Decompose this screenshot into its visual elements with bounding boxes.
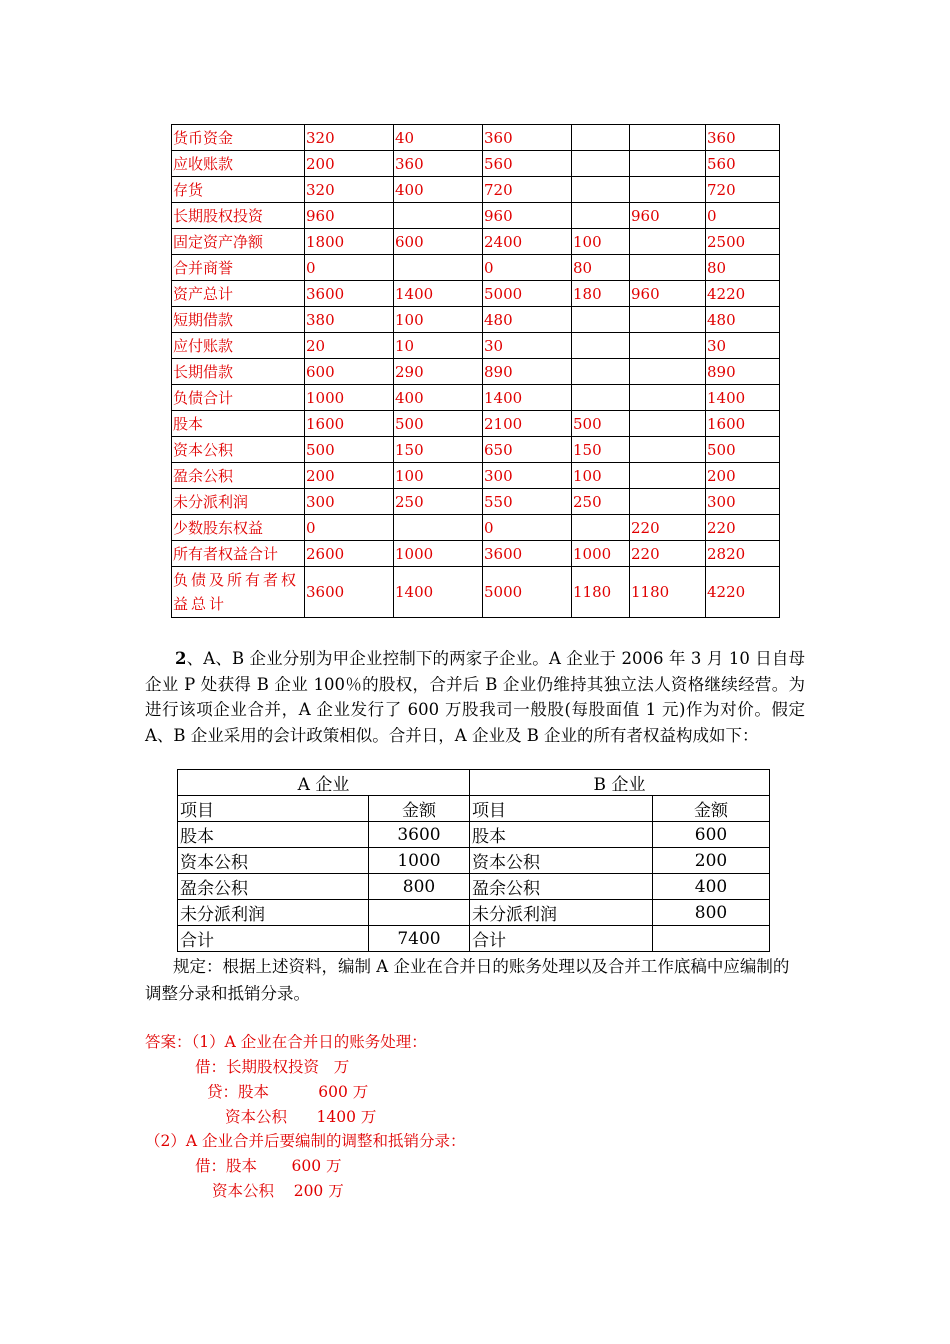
cell-c5	[630, 229, 706, 255]
cell-c6: 200	[706, 463, 780, 489]
cell-c2: 10	[394, 333, 483, 359]
cell-c2: 1400	[394, 567, 483, 618]
table-row	[172, 437, 780, 463]
cell-c6: 720	[706, 177, 780, 203]
cell-c6: 220	[706, 515, 780, 541]
table-row	[172, 151, 780, 177]
table-row	[178, 874, 770, 900]
cell-b-item: 盈余公积	[470, 874, 653, 900]
cell-c5	[630, 359, 706, 385]
answer-line-6: 借：股本 600 万	[195, 1157, 342, 1175]
cell-c2	[394, 515, 483, 541]
cell-c2: 360	[394, 151, 483, 177]
row-label: 负债及所有者权益总计	[172, 567, 305, 618]
cell-c4	[572, 359, 630, 385]
row-label: 长期借款	[172, 359, 305, 385]
cell-c2: 100	[394, 463, 483, 489]
cell-c3: 480	[483, 307, 572, 333]
table-row-total	[172, 567, 780, 618]
row-label: 盈余公积	[172, 463, 305, 489]
cell-c5	[630, 151, 706, 177]
row-label: 短期借款	[172, 307, 305, 333]
table-row	[172, 411, 780, 437]
row-label: 合并商誉	[172, 255, 305, 281]
cell-c5	[630, 125, 706, 151]
cell-c4: 80	[572, 255, 630, 281]
cell-c1: 200	[305, 151, 394, 177]
cell-a-item: 未分派利润	[178, 900, 369, 926]
col-item-a: 项目	[178, 796, 369, 822]
cell-c3: 5000	[483, 281, 572, 307]
cell-c3: 0	[483, 255, 572, 281]
cell-b-amt: 200	[653, 848, 770, 874]
table-row	[172, 307, 780, 333]
answer-line-5: （2）A 企业合并后要编制的调整和抵销分录：	[145, 1132, 466, 1150]
cell-c2: 1000	[394, 541, 483, 567]
cell-c1: 500	[305, 437, 394, 463]
cell-c6: 30	[706, 333, 780, 359]
table-row	[178, 900, 770, 926]
table-subheader-row	[178, 796, 770, 822]
table-row	[172, 125, 780, 151]
cell-c1: 1600	[305, 411, 394, 437]
row-label: 所有者权益合计	[172, 541, 305, 567]
cell-c4	[572, 203, 630, 229]
table-row	[172, 255, 780, 281]
table-row	[172, 281, 780, 307]
cell-a-amt: 1000	[369, 848, 470, 874]
table-row	[172, 515, 780, 541]
table-row	[178, 848, 770, 874]
cell-c3: 720	[483, 177, 572, 203]
cell-c6: 2820	[706, 541, 780, 567]
cell-c1: 320	[305, 177, 394, 203]
cell-a-amt: 7400	[369, 926, 470, 952]
cell-c2	[394, 255, 483, 281]
table-row	[172, 541, 780, 567]
cell-c1: 320	[305, 125, 394, 151]
cell-c1: 1000	[305, 385, 394, 411]
cell-c4: 100	[572, 229, 630, 255]
cell-c5	[630, 177, 706, 203]
cell-a-amt: 3600	[369, 822, 470, 848]
table-row	[172, 229, 780, 255]
row-label: 应收账款	[172, 151, 305, 177]
cell-b-amt: 600	[653, 822, 770, 848]
cell-c6: 300	[706, 489, 780, 515]
cell-c5: 960	[630, 203, 706, 229]
cell-c2: 100	[394, 307, 483, 333]
cell-c3: 300	[483, 463, 572, 489]
table-row	[178, 926, 770, 952]
cell-c3: 2400	[483, 229, 572, 255]
cell-c5	[630, 333, 706, 359]
cell-c3: 550	[483, 489, 572, 515]
cell-c4	[572, 307, 630, 333]
cell-c4: 500	[572, 411, 630, 437]
cell-a-amt: 800	[369, 874, 470, 900]
table-row	[172, 359, 780, 385]
header-company-a: A 企业	[178, 770, 470, 796]
cell-c1: 380	[305, 307, 394, 333]
row-label: 固定资产净额	[172, 229, 305, 255]
row-label: 股本	[172, 411, 305, 437]
cell-c2: 600	[394, 229, 483, 255]
cell-a-item: 资本公积	[178, 848, 369, 874]
cell-c3: 360	[483, 125, 572, 151]
cell-b-item: 资本公积	[470, 848, 653, 874]
cell-b-item: 股本	[470, 822, 653, 848]
cell-c2: 400	[394, 385, 483, 411]
cell-c1: 600	[305, 359, 394, 385]
cell-b-item: 合计	[470, 926, 653, 952]
requirement-text: 规定：根据上述资料，编制 A 企业在合并日的账务处理以及合并工作底稿中应编制的调整分录和抵销分录。	[145, 957, 790, 1003]
answer-line-2: 借：长期股权投资 万	[195, 1058, 350, 1076]
cell-c3: 0	[483, 515, 572, 541]
cell-c4: 250	[572, 489, 630, 515]
cell-c5	[630, 437, 706, 463]
row-label: 存货	[172, 177, 305, 203]
cell-c2: 400	[394, 177, 483, 203]
cell-c6: 360	[706, 125, 780, 151]
table-row	[172, 385, 780, 411]
cell-c3: 650	[483, 437, 572, 463]
cell-c6: 1600	[706, 411, 780, 437]
cell-c4	[572, 125, 630, 151]
cell-c2: 250	[394, 489, 483, 515]
row-label: 应付账款	[172, 333, 305, 359]
cell-c2: 500	[394, 411, 483, 437]
cell-c5	[630, 489, 706, 515]
table-row	[172, 203, 780, 229]
cell-c6: 560	[706, 151, 780, 177]
cell-c6: 2500	[706, 229, 780, 255]
cell-c1: 20	[305, 333, 394, 359]
cell-c5: 220	[630, 515, 706, 541]
cell-c6: 480	[706, 307, 780, 333]
cell-c4: 180	[572, 281, 630, 307]
cell-c4: 1180	[572, 567, 630, 618]
question-text: 、A、B 企业分别为甲企业控制下的两家子企业。A 企业于 2006 年 3 月 10 日自母企业 P 处获得 B 企业 100％的股权，合并后 B 企业仍维持其独立法人资格继续经营。为进行该项企业合并，A 企业发行了 600 万股我司一般股(每股面值 1 元)作为对价。假定 A、B 企业采用的会计政策相似。合并日，A 企业及 B 企业的所有者权益构成如下：	[145, 649, 805, 745]
cell-b-amt: 400	[653, 874, 770, 900]
cell-c3: 5000	[483, 567, 572, 618]
cell-c4	[572, 515, 630, 541]
cell-b-amt: 800	[653, 900, 770, 926]
cell-c6: 4220	[706, 567, 780, 618]
cell-c5: 1180	[630, 567, 706, 618]
cell-b-amt	[653, 926, 770, 952]
consolidation-worksheet-table	[171, 124, 780, 618]
col-amount-a: 金额	[369, 796, 470, 822]
col-amount-b: 金额	[653, 796, 770, 822]
cell-c3: 3600	[483, 541, 572, 567]
col-item-b: 项目	[470, 796, 653, 822]
cell-c6: 0	[706, 203, 780, 229]
cell-c1: 3600	[305, 281, 394, 307]
cell-c2: 150	[394, 437, 483, 463]
answer-line-1: 答案：（1）A 企业在合并日的账务处理：	[145, 1033, 427, 1051]
question-number: 2	[175, 649, 187, 668]
cell-a-item: 合计	[178, 926, 369, 952]
cell-c3: 1400	[483, 385, 572, 411]
cell-c2: 1400	[394, 281, 483, 307]
cell-c1: 200	[305, 463, 394, 489]
cell-c5: 960	[630, 281, 706, 307]
row-label: 资本公积	[172, 437, 305, 463]
row-label: 长期股权投资	[172, 203, 305, 229]
cell-a-amt	[369, 900, 470, 926]
cell-c5	[630, 411, 706, 437]
cell-c1: 1800	[305, 229, 394, 255]
answer-line-3: 贷：股本 600 万	[207, 1083, 369, 1101]
cell-c1: 0	[305, 515, 394, 541]
cell-c3: 890	[483, 359, 572, 385]
cell-c6: 1400	[706, 385, 780, 411]
cell-c4: 100	[572, 463, 630, 489]
table-row	[172, 489, 780, 515]
header-company-b: B 企业	[470, 770, 770, 796]
cell-c2: 290	[394, 359, 483, 385]
row-label: 未分派利润	[172, 489, 305, 515]
cell-c3: 2100	[483, 411, 572, 437]
table-row	[172, 333, 780, 359]
cell-c3: 560	[483, 151, 572, 177]
cell-c4	[572, 385, 630, 411]
table-row	[172, 177, 780, 203]
row-label: 货币资金	[172, 125, 305, 151]
cell-c1: 0	[305, 255, 394, 281]
cell-a-item: 盈余公积	[178, 874, 369, 900]
cell-c1: 960	[305, 203, 394, 229]
cell-c2: 40	[394, 125, 483, 151]
question-2-paragraph	[145, 646, 805, 748]
row-label: 少数股东权益	[172, 515, 305, 541]
table-row	[178, 822, 770, 848]
cell-c1: 2600	[305, 541, 394, 567]
cell-c6: 4220	[706, 281, 780, 307]
cell-c4	[572, 177, 630, 203]
cell-c3: 960	[483, 203, 572, 229]
cell-c6: 80	[706, 255, 780, 281]
row-label: 负债合计	[172, 385, 305, 411]
cell-b-item: 未分派利润	[470, 900, 653, 926]
table-header-row	[178, 770, 770, 796]
answer-line-4: 资本公积 1400 万	[225, 1108, 377, 1126]
cell-a-item: 股本	[178, 822, 369, 848]
cell-c1: 3600	[305, 567, 394, 618]
equity-composition-table	[177, 769, 770, 952]
cell-c5: 220	[630, 541, 706, 567]
cell-c4: 150	[572, 437, 630, 463]
answer-line-7: 资本公积 200 万	[212, 1182, 344, 1200]
cell-c4	[572, 333, 630, 359]
cell-c1: 300	[305, 489, 394, 515]
table-row	[172, 463, 780, 489]
cell-c3: 30	[483, 333, 572, 359]
cell-c4	[572, 151, 630, 177]
row-label: 资产总计	[172, 281, 305, 307]
cell-c4: 1000	[572, 541, 630, 567]
cell-c5	[630, 385, 706, 411]
cell-c5	[630, 307, 706, 333]
cell-c2	[394, 203, 483, 229]
cell-c5	[630, 463, 706, 489]
cell-c6: 500	[706, 437, 780, 463]
cell-c6: 890	[706, 359, 780, 385]
cell-c5	[630, 255, 706, 281]
